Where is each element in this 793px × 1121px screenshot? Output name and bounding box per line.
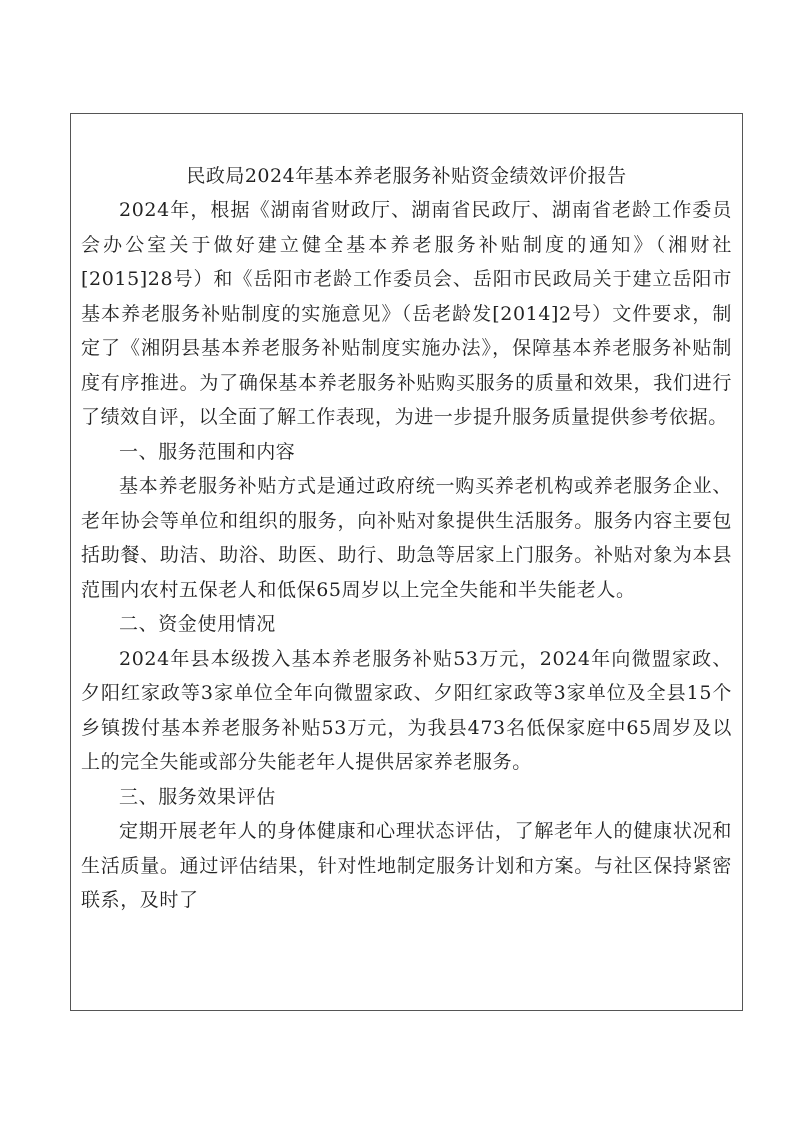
intro-paragraph: 2024年，根据《湖南省财政厅、湖南省民政厅、湖南省老龄工作委员会办公室关于做好建立健全基本养老服务补贴制度的通知》（湘财社[2015]28号）和《岳阳市老龄工作委员会、岳阳市民政局关于建立岳阳市基本养老服务补贴制度的实施意见》（岳老龄发[2014]2号）文件要求，制定了《湘阴县基本养老服务补贴制度实施办法》，保障基本养老服务补贴制度有序推进。为了确保基本养老服务补贴购买服务的质量和效果，我们进行了绩效自评，以全面了解工作表现，为进一步提升服务质量提供参考依据。 bbox=[81, 199, 732, 428]
document-frame bbox=[70, 113, 743, 1011]
section-3-heading: 三、服务效果评估 bbox=[119, 785, 276, 808]
section-3-paragraph: 定期开展老年人的身体健康和心理状态评估，了解老年人的健康状况和生活质量。通过评估结果，针对性地制定服务计划和方案。与社区保持紧密联系，及时了 bbox=[81, 820, 732, 911]
document-content bbox=[81, 159, 732, 918]
section-1-paragraph: 基本养老服务补贴方式是通过政府统一购买养老机构或养老服务企业、老年协会等单位和组织的服务，向补贴对象提供生活服务。服务内容主要包括助餐、助洁、助浴、助医、助行、助急等居家上门服务。补贴对象为本县范围内农村五保老人和低保65周岁以上完全失能和半失能老人。 bbox=[81, 475, 732, 601]
document-title: 民政局2024年基本养老服务补贴资金绩效评价报告 bbox=[186, 165, 627, 187]
section-1-heading: 一、服务范围和内容 bbox=[119, 440, 296, 463]
section-2-paragraph: 2024年县本级拨入基本养老服务补贴53万元，2024年向微盟家政、夕阳红家政等3家单位全年向微盟家政、夕阳红家政等3家单位及全县15个乡镇拨付基本养老服务补贴53万元，为我县473名低保家庭中65周岁及以上的完全失能或部分失能老年人提供居家养老服务。 bbox=[81, 647, 732, 773]
section-2-heading: 二、资金使用情况 bbox=[119, 613, 276, 635]
